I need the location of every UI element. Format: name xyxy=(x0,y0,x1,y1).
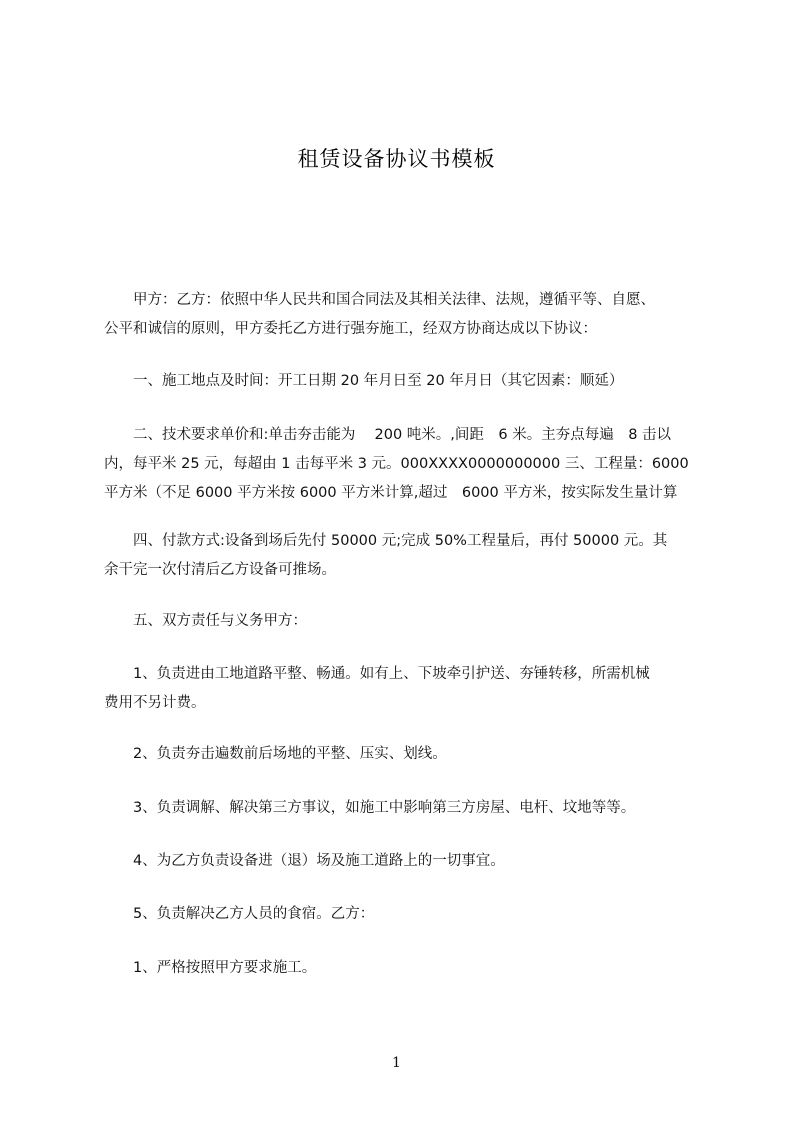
paragraph-line: 5、负责解决乙方人员的食宿。乙方： xyxy=(104,906,375,922)
paragraph-line: 1、负责进由工地道路平整、畅通。如有上、下坡牵引护送、夯锤转移，所需机械 xyxy=(104,666,650,682)
page-number: 1 xyxy=(392,1055,401,1071)
paragraph-line: 二、技术要求单价和:单击夯击能为 200 吨米。,间距 6 米。主夯点每遍 8 击以 xyxy=(104,427,672,443)
paragraph-party-a-item-1 xyxy=(104,660,704,718)
paragraph-line: 公平和诚信的原则，甲方委托乙方进行强夯施工，经双方协商达成以下协议： xyxy=(104,321,597,337)
page-title: 租赁设备协议书模板 xyxy=(297,147,496,171)
paragraph-line: 4、为乙方负责设备进（退）场及施工道路上的一切事宜。 xyxy=(104,853,505,869)
paragraph-line: 1、严格按照甲方要求施工。 xyxy=(104,960,317,976)
paragraph-party-a-item-3 xyxy=(104,794,704,823)
paragraph-payment xyxy=(104,527,704,585)
paragraph-line: 平方米（不足 6000 平方米按 6000 平方米计算,超过 6000 平方米，按实际发生量计算 xyxy=(104,485,678,501)
paragraph-technical-requirements xyxy=(104,421,704,508)
paragraph-line: 费用不另计费。 xyxy=(104,695,206,711)
paragraph-preamble xyxy=(104,286,704,344)
paragraph-line: 2、负责夯击遍数前后场地的平整、压实、划线。 xyxy=(104,746,447,762)
paragraph-line: 3、负责调解、解决第三方事议，如施工中影响第三方房屋、电杆、坟地等等。 xyxy=(104,800,636,816)
paragraph-line: 内，每平米 25 元，每超由 1 击每平米 3 元。000XXXX0000000000 三、工程量：6000 xyxy=(104,456,689,472)
paragraph-line: 一、施工地点及时间：开工日期 20 年月日至 20 年月日（其它因素：顺延） xyxy=(104,373,624,389)
paragraph-line: 五、双方责任与义务甲方： xyxy=(104,613,307,629)
paragraph-line: 四、付款方式:设备到场后先付 50000 元;完成 50%工程量后，再付 50000 元。其 xyxy=(104,533,668,549)
paragraph-line: 甲方：乙方：依照中华人民共和国合同法及其相关法律、法规，遵循平等、自愿、 xyxy=(104,292,655,308)
paragraph-party-a-item-4 xyxy=(104,847,704,876)
paragraph-responsibilities-heading xyxy=(104,607,704,636)
paragraph-line: 余干完一次付清后乙方设备可推场。 xyxy=(104,562,336,578)
paragraph-party-b-item-1 xyxy=(104,954,704,983)
paragraph-party-a-item-2 xyxy=(104,740,704,769)
paragraph-party-a-item-5 xyxy=(104,900,704,929)
paragraph-location-time xyxy=(104,367,704,396)
